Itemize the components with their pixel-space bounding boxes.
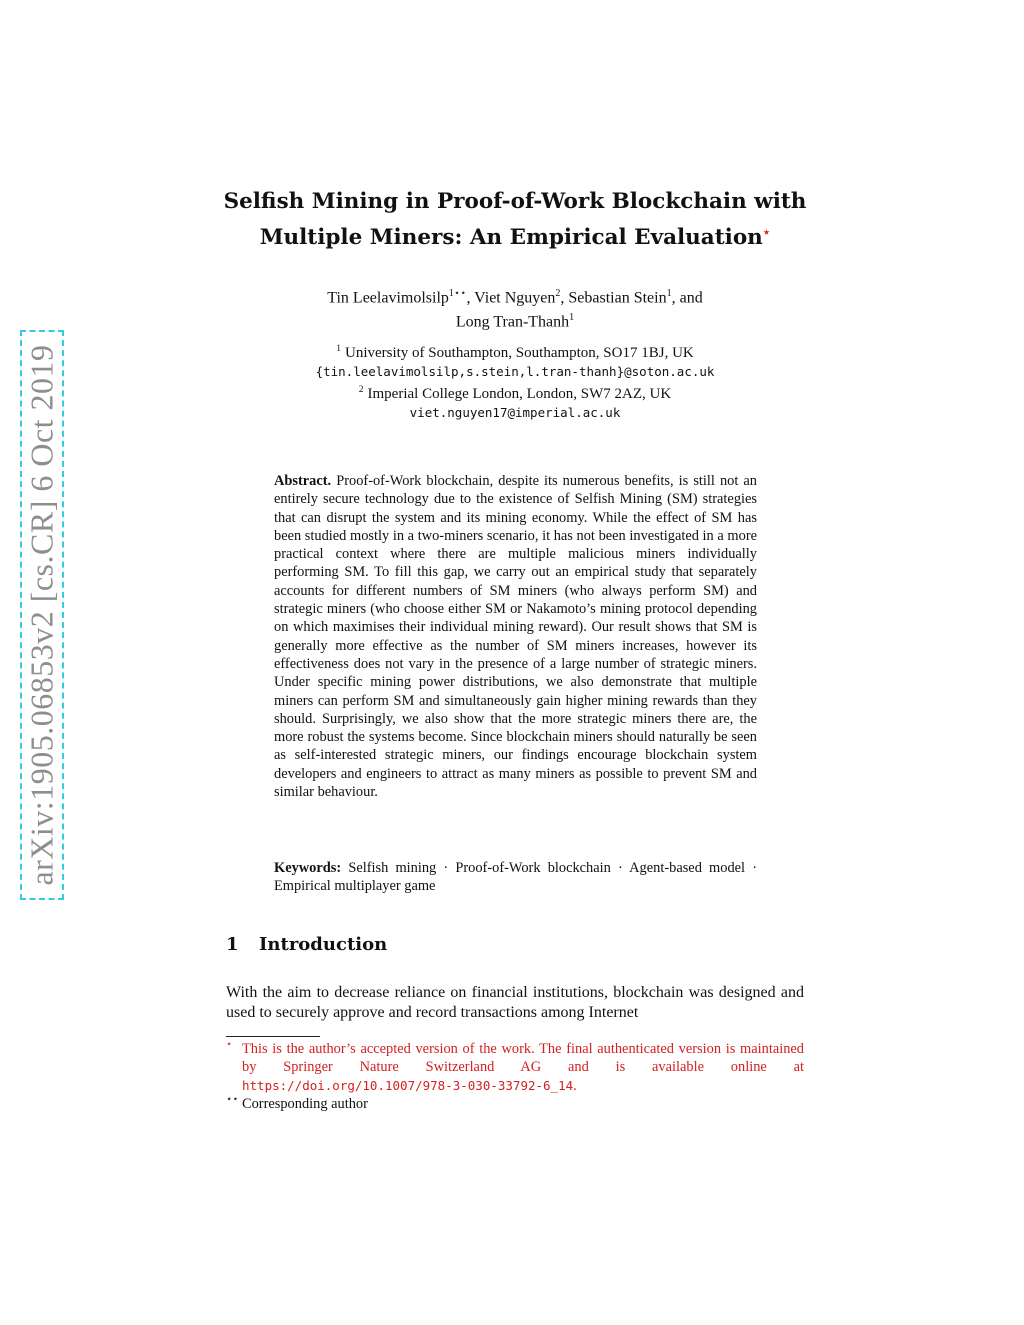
- email-1[interactable]: {tin.leelavimolsilp,s.stein,l.tran-thanh}@soton.ac.uk: [315, 363, 715, 379]
- abstract-text: Proof-of-Work blockchain, despite its numerous benefits, is still not an entirely secure technology due to the existence of Selfish Mining (SM) strategies that can disrupt the system and its mining economy. While the effect of SM has been studied mostly in a two-miners scenario, it has not been investigated in a more practical context where there are multiple malicious miners individually performing SM. To fill this gap, we carry out an empirical study that separately accounts for different numbers of SM miners (who always perform SM) and strategic miners (who choose either SM or Nakamoto’s mining protocol depending on which maximises their individual mining reward). Our result shows that SM is generally more effective as the number of SM miners increases, however its effectiveness does not vary in the presence of a large number of strategic miners. Under specific mining power distributions, we also demonstrate that multiple miners can perform SM and simultaneously gain higher mining rewards than they should. Surprisingly, we also show that the more strategic miners there are, the more robust the systems become. Since blockchain miners should naturally be seen as self-interested strategic miners, our findings encourage blockchain system developers and engineers to attract as many miners as possible to prevent SM and similar behaviour.: [274, 473, 757, 801]
- author-superscript: 1: [666, 288, 672, 299]
- email-2[interactable]: viet.nguyen17@imperial.ac.uk: [409, 404, 621, 420]
- author-conjunction: , and: [671, 289, 703, 307]
- intro-paragraph: With the aim to decrease reliance on financial institutions, blockchain was designed and used to securely approve and record transactions among Internet: [226, 984, 804, 1021]
- footnote-1-text: This is the author’s accepted version of the work. The final authenticated version is maintained by Springer Nature Switzerland AG and is available online at: [242, 1041, 804, 1076]
- author-superscript: 1: [569, 312, 575, 324]
- keywords-label: Keywords:: [274, 860, 342, 876]
- footnote-2-text: Corresponding author: [242, 1095, 368, 1112]
- affiliation-number: 1: [336, 344, 341, 354]
- author-superscript: 2: [555, 288, 561, 299]
- footnote-1-end: .: [573, 1077, 577, 1094]
- affiliation-text: University of Southampton, Southampton, SO17 1BJ, UK: [344, 345, 694, 361]
- author-name: , Viet Nguyen: [466, 289, 556, 307]
- section-title-text: Introduction: [259, 934, 388, 955]
- author-line-1: [180, 284, 850, 308]
- affiliation-number: 2: [358, 385, 364, 395]
- affiliation-2: [180, 381, 850, 404]
- footnote-1: [226, 1040, 804, 1095]
- paper-title: [150, 186, 880, 253]
- footnote-mark: ⋆⋆: [226, 1093, 239, 1105]
- affiliation-1: [180, 340, 850, 363]
- author-name: Tin Leelavimolsilp: [327, 289, 449, 307]
- abstract: [274, 472, 757, 801]
- author-name: , Sebastian Stein: [560, 289, 667, 307]
- title-footnote-mark[interactable]: ⋆: [762, 225, 771, 239]
- title-line-2-text: Multiple Miners: An Empirical Evaluation: [259, 225, 763, 251]
- author-superscript: 1⋆⋆: [448, 288, 467, 299]
- author-list: [180, 284, 850, 333]
- section-heading: [226, 934, 387, 955]
- footnotes: [226, 1040, 804, 1113]
- doi-link[interactable]: https://doi.org/10.1007/978-3-030-33792-6_14: [242, 1077, 574, 1093]
- author-line-2: [180, 308, 850, 332]
- author-name: Long Tran-Thanh: [455, 313, 570, 331]
- footnote-mark: ⋆: [226, 1039, 233, 1050]
- arxiv-identifier[interactable]: arXiv:1905.06853v2 [cs.CR] 6 Oct 2019: [23, 344, 60, 886]
- abstract-label: Abstract.: [274, 473, 332, 489]
- title-line-2: [150, 217, 880, 253]
- keywords-text: Selfish mining · Proof-of-Work blockchain · Agent-based model · Empirical multiplayer game: [274, 860, 757, 895]
- affiliation-text: Imperial College London, London, SW7 2AZ, UK: [367, 386, 672, 402]
- affiliations: [180, 340, 850, 422]
- footnote-2: [226, 1095, 804, 1113]
- footnote-rule: [226, 1036, 320, 1037]
- keywords: [274, 859, 757, 896]
- title-line-1: Selfish Mining in Proof-of-Work Blockchain with: [223, 189, 807, 214]
- section-number: 1: [226, 934, 239, 955]
